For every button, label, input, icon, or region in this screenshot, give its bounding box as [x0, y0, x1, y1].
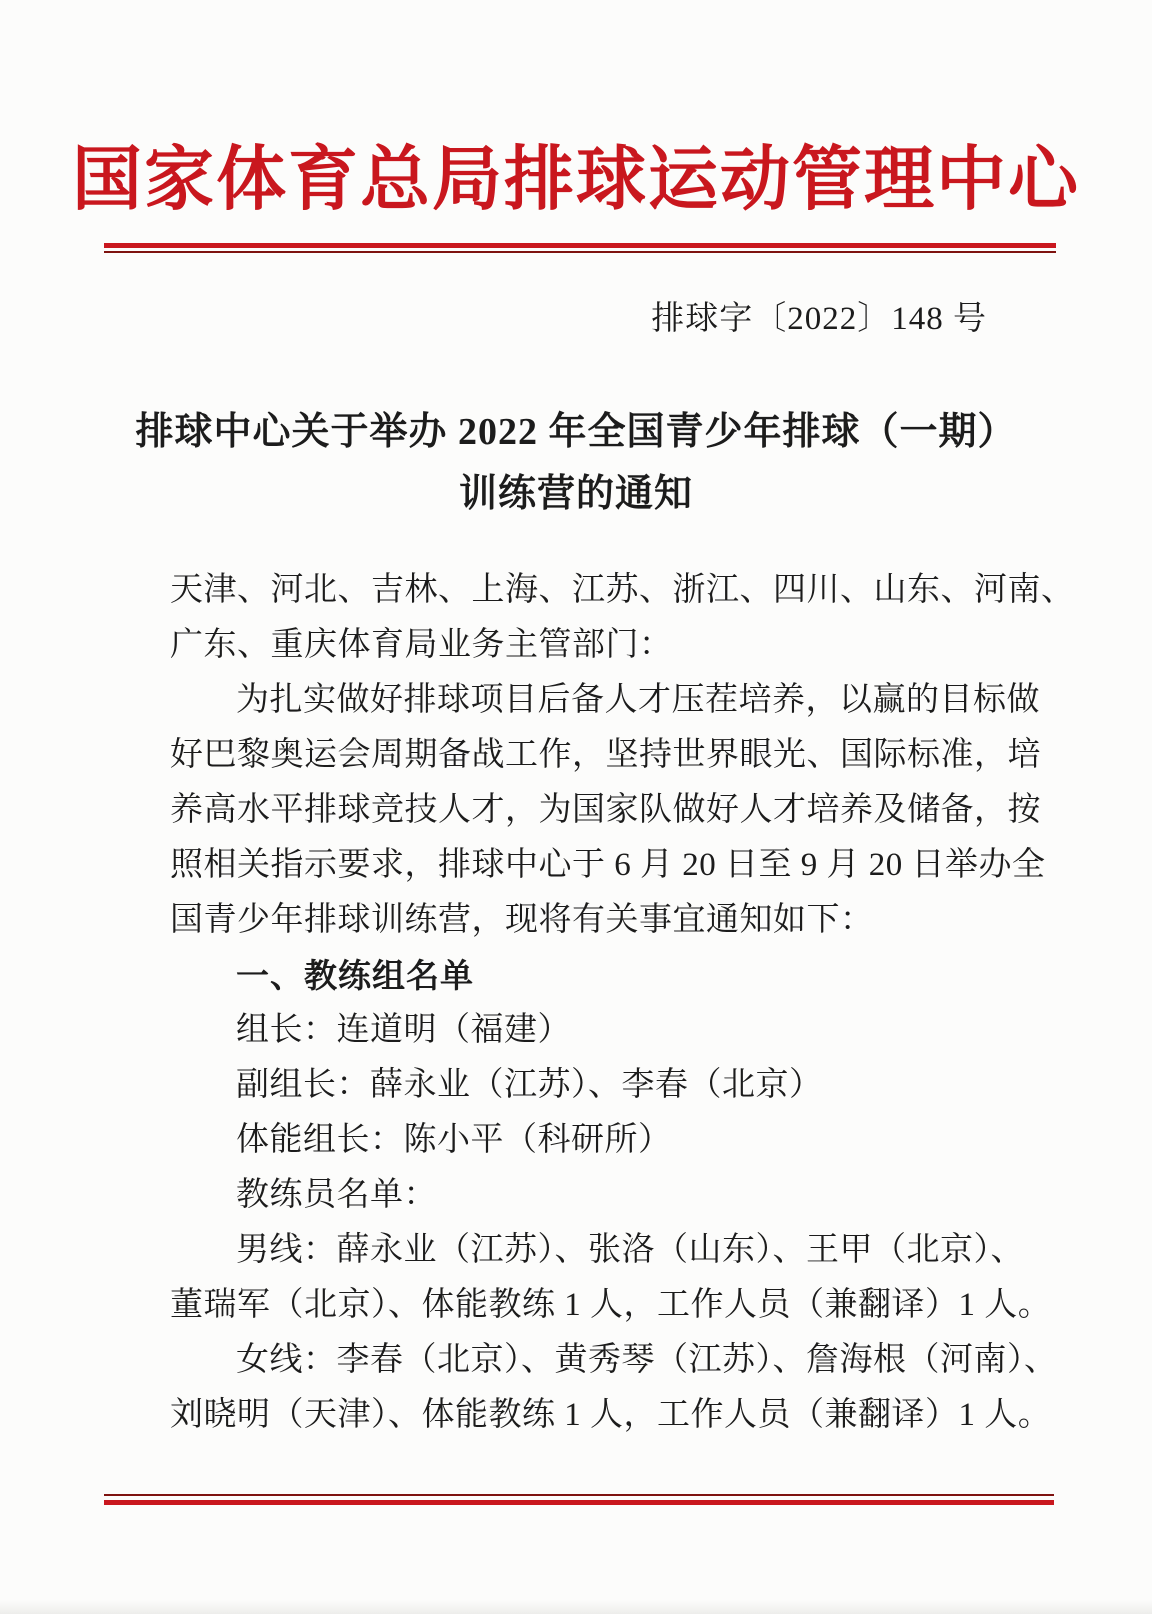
notice-body	[0, 563, 1152, 1443]
body-line: 为扎实做好排球项目后备人才压茬培养，以赢的目标做	[236, 682, 1040, 718]
body-line-womens-coaches-1: 女线：李春（北京）、黄秀琴（江苏）、詹海根（河南）、	[236, 1342, 1058, 1378]
body-line: 照相关指示要求，排球中心于 6 月 20 日至 9 月 20 日举办全	[170, 847, 1046, 883]
section-heading-coach-group: 一、教练组名单	[236, 957, 474, 994]
notice-title-line2: 训练营的通知	[458, 473, 693, 515]
letterhead-divider	[104, 243, 1056, 253]
body-line: 国青少年排球训练营，现将有关事宜通知如下：	[170, 902, 874, 938]
notice-title	[0, 401, 1152, 525]
body-line-addressee-1: 天津、河北、吉林、上海、江苏、浙江、四川、山东、河南、	[170, 572, 1075, 608]
body-line-mens-coaches-1: 男线：薛永业（江苏）、张洛（山东）、王甲（北京）、	[236, 1232, 1024, 1268]
body-line-group-leader: 组长：连道明（福建）	[236, 1012, 571, 1048]
footer-thick-line	[104, 1500, 1054, 1505]
body-line: 好巴黎奥运会周期备战工作，坚持世界眼光、国际标准，培	[170, 737, 1041, 773]
body-line: 养高水平排球竞技人才，为国家队做好人才培养及储备，按	[170, 792, 1041, 828]
page-edge-shadow	[0, 1600, 1152, 1614]
footer-thin-line	[104, 1494, 1054, 1496]
body-line-deputy-leaders: 副组长：薛永业（江苏）、李春（北京）	[236, 1067, 823, 1103]
letterhead	[0, 0, 1152, 230]
body-line-mens-coaches-2: 董瑞军（北京）、体能教练 1 人，工作人员（兼翻译）1 人。	[170, 1287, 1052, 1323]
divider-thick-line	[104, 243, 1056, 248]
body-line-coach-list-label: 教练员名单：	[236, 1177, 437, 1213]
footer-divider	[104, 1494, 1054, 1505]
doc-number: 排球字〔2022〕148 号	[651, 301, 987, 337]
divider-thin-line	[104, 251, 1056, 253]
body-line-addressee-2: 广东、重庆体育局业务主管部门：	[170, 627, 673, 663]
body-line-fitness-leader: 体能组长：陈小平（科研所）	[236, 1122, 672, 1158]
letterhead-org-name: 国家体育总局排球运动管理中心	[72, 142, 1080, 219]
notice-title-line1: 排球中心关于举办 2022 年全国青少年排球（一期）	[135, 411, 1017, 453]
body-line-womens-coaches-2: 刘晓明（天津）、体能教练 1 人，工作人员（兼翻译）1 人。	[170, 1397, 1052, 1433]
